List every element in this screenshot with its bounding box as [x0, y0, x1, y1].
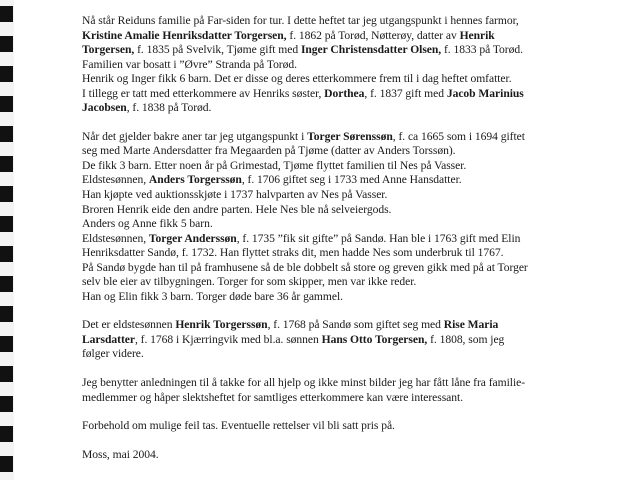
intro-paragraph: [82, 14, 630, 116]
person-name: Henrik: [459, 28, 495, 42]
disclaimer-line: Forbehold om mulige feil tas. Eventuelle rettelser vil bli satt pris på.: [82, 419, 395, 433]
binding-hole: [0, 216, 13, 232]
binding-hole: [0, 6, 13, 22]
text-line: Henrik og Inger fikk 6 barn. Det er disse og deres etterkommere frem til i dag heftet omfatter.: [82, 72, 512, 86]
text-line: Jeg benytter anledningen til å takke for all hjelp og ikke minst bilder jeg har fått låne fra familie-: [82, 376, 526, 390]
person-name: Dorthea: [324, 86, 365, 100]
text-line: følger videre.: [82, 347, 144, 361]
text-line: Når det gjelder bakre aner tar jeg utgangspunkt i Torger Sørenssøn, f. ca 1665 som i 1694 giftet: [82, 129, 525, 143]
person-name: Torgersen,: [82, 43, 135, 57]
text-line: Anders og Anne fikk 5 barn.: [82, 217, 213, 231]
text-line: Torgersen, f. 1835 på Svelvik, Tjøme gift med Inger Christensdatter Olsen, f. 1833 på Torød.: [82, 43, 523, 57]
signature-line: Moss, mai 2004.: [82, 447, 159, 461]
text-line: Larsdatter, f. 1768 i Kjærringvik med bl.a. sønnen Hans Otto Torgersen, f. 1808, som jeg: [82, 332, 505, 346]
binding-hole: [0, 426, 13, 442]
paragraph-gap: [82, 116, 630, 130]
text-line: Nå står Reiduns familie på Far-siden for tur. I dette heftet tar jeg utgangspunkt i hennes farmor,: [82, 14, 519, 27]
paragraph-gap: [82, 304, 630, 318]
text-line: seg med Marte Andersdatter fra Megaarden på Tjøme (datter av Anders Torssøn).: [82, 144, 456, 158]
text-line: Kristine Amalie Henriksdatter Torgersen, f. 1862 på Torød, Nøtterøy, datter av Henrik: [82, 28, 495, 42]
text-line: Broren Henrik eide den andre parten. Hele Nes ble nå selveiergods.: [82, 202, 392, 216]
text-line: medlemmer og håper slektsheftet for samtliges etterkommere kan være interessant.: [82, 390, 464, 404]
binding-hole: [0, 66, 13, 82]
person-name: Hans Otto Torgersen,: [321, 332, 428, 346]
text-line: Familien var bosatt i ”Øvre” Stranda på Torød.: [82, 57, 297, 71]
text-line: I tillegg er tatt med etterkommere av Henriks søster, Dorthea, f. 1837 gift med Jacob Marinius: [82, 86, 524, 100]
person-name: Torger Sørenssøn: [307, 129, 393, 143]
text-line: selv ble eier av tilbygningen. Torger for som skipper, men var ikke reder.: [82, 275, 417, 289]
binding-hole: [0, 96, 13, 112]
person-name: Henrik Torgerssøn: [175, 318, 268, 332]
text-line: Eldstesønnen, Torger Anderssøn, f. 1735 ”fik sit gifte” på Sandø. Han ble i 1763 gift med Elin: [82, 231, 521, 245]
binding-hole: [0, 336, 13, 352]
text-line: Henriksdatter Sandø, f. 1732. Han flyttet straks dit, men hadde Nes som underbruk til 1767.: [82, 246, 504, 260]
person-name: Anders Torgerssøn: [148, 173, 242, 187]
page-binding-edge: [0, 0, 14, 480]
thanks-paragraph: [82, 376, 630, 405]
binding-hole: [0, 366, 13, 382]
paragraph-gap: [82, 405, 630, 419]
person-name: Kristine Amalie Henriksdatter Torgersen,: [82, 28, 287, 42]
person-name: Rise Maria: [443, 318, 499, 332]
document-page: [82, 14, 630, 462]
binding-hole: [0, 396, 13, 412]
binding-hole: [0, 306, 13, 322]
binding-hole: [0, 36, 13, 52]
binding-hole: [0, 276, 13, 292]
binding-hole: [0, 246, 13, 262]
binding-hole: [0, 186, 13, 202]
binding-hole: [0, 456, 13, 472]
text-line: På Sandø bygde han til på framhusene så de ble dobbelt så store og greven gikk med på at Torger: [82, 260, 528, 274]
history-paragraph: [82, 130, 630, 305]
person-name: Jacobsen: [82, 101, 127, 115]
person-name: Inger Christensdatter Olsen,: [300, 43, 442, 57]
text-line: Det er eldstesønnen Henrik Torgerssøn, f. 1768 på Sandø som giftet seg med Rise Maria: [82, 318, 499, 332]
text-line: Eldstesønnen, Anders Torgerssøn, f. 1706 giftet seg i 1733 med Anne Hansdatter.: [82, 173, 462, 187]
binding-hole: [0, 126, 13, 142]
person-name: Torger Anderssøn: [148, 231, 237, 245]
text-line: Han og Elin fikk 3 barn. Torger døde bare 36 år gammel.: [82, 289, 343, 303]
descent-paragraph: [82, 318, 630, 362]
binding-hole: [0, 156, 13, 172]
paragraph-gap: [82, 434, 630, 448]
person-name: Larsdatter: [82, 332, 135, 346]
person-name: Jacob Marinius: [446, 86, 524, 100]
text-line: Han kjøpte ved auktionsskjøte i 1737 halvparten av Nes på Vasser.: [82, 188, 388, 202]
paragraph-gap: [82, 362, 630, 376]
text-line: Jacobsen, f. 1838 på Torød.: [82, 101, 212, 115]
text-line: De fikk 3 barn. Etter noen år på Grimestad, Tjøme flyttet familien til Nes på Vasser.: [82, 158, 467, 172]
